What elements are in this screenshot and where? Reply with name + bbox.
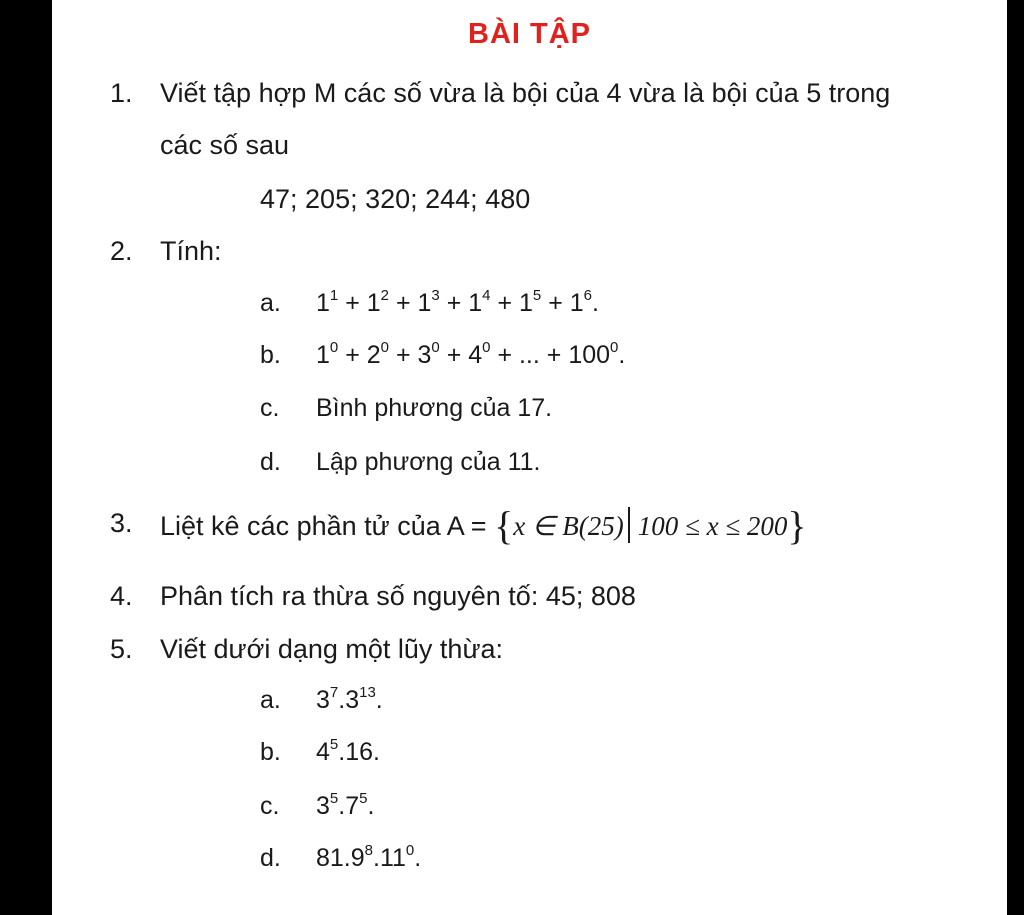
question-4-number: 4. <box>110 581 133 611</box>
question-5d <box>260 844 421 873</box>
question-2c <box>260 394 552 423</box>
question-3-text: Liệt kê các phần tử của A = <box>160 511 487 541</box>
set-open-brace: { <box>494 503 514 548</box>
question-2-number: 2. <box>110 236 133 266</box>
worksheet-page <box>52 0 1007 915</box>
question-2c-letter: c. <box>260 394 280 422</box>
page-title: BÀI TẬP <box>468 18 591 50</box>
question-1-line-1: Viết tập hợp M các số vừa là bội của 4 vừa là bội của 5 trong <box>160 78 891 108</box>
question-5a-letter: a. <box>260 686 281 714</box>
question-5c-letter: c. <box>260 792 280 820</box>
question-5b <box>260 738 380 767</box>
question-2d <box>260 448 541 477</box>
question-1-values: 47; 205; 320; 244; 480 <box>260 184 531 214</box>
question-5-number: 5. <box>110 634 133 664</box>
question-5d-expression: $81.9^8.11^0$. <box>316 842 422 872</box>
set-separator <box>628 507 630 543</box>
question-2b-expression: $1^0 + 2^0 + 3^0 + 4^0$ + ... + $100^0$. <box>316 339 626 369</box>
question-5c-expression: $3^5.7^5$. <box>316 790 375 820</box>
set-close-brace: } <box>787 503 807 548</box>
question-2-text: Tính: <box>160 236 222 266</box>
set-condition-right: 100 ≤ x ≤ 200 <box>637 511 788 541</box>
question-5a <box>260 686 383 715</box>
question-2b <box>260 341 625 370</box>
question-2d-letter: d. <box>260 448 281 476</box>
question-5-text: Viết dưới dạng một lũy thừa: <box>160 634 504 664</box>
question-5d-letter: d. <box>260 844 281 872</box>
question-2d-text: Lập phương của 11. <box>316 448 541 476</box>
question-5b-expression: $4^5.16$. <box>316 736 380 766</box>
question-2c-text: Bình phương của 17. <box>316 394 553 422</box>
question-5a-expression: $3^7.3^{13}$. <box>316 684 383 714</box>
question-2b-letter: b. <box>260 341 281 369</box>
question-4-text: Phân tích ra thừa số nguyên tố: 45; 808 <box>160 581 636 611</box>
set-condition-left: x ∈ B(25) <box>513 511 624 541</box>
question-3 <box>160 502 807 549</box>
question-1-number: 1. <box>110 78 133 108</box>
question-5b-letter: b. <box>260 738 281 766</box>
question-3-number: 3. <box>110 508 133 538</box>
question-2a-expression: $1^1 + 1^2 + 1^3 + 1^4 + 1^5 + 1^6$. <box>316 287 599 317</box>
question-2a <box>260 289 599 318</box>
question-5c <box>260 792 374 821</box>
question-1-line-2: các số sau <box>160 130 290 160</box>
question-2a-letter: a. <box>260 289 281 317</box>
